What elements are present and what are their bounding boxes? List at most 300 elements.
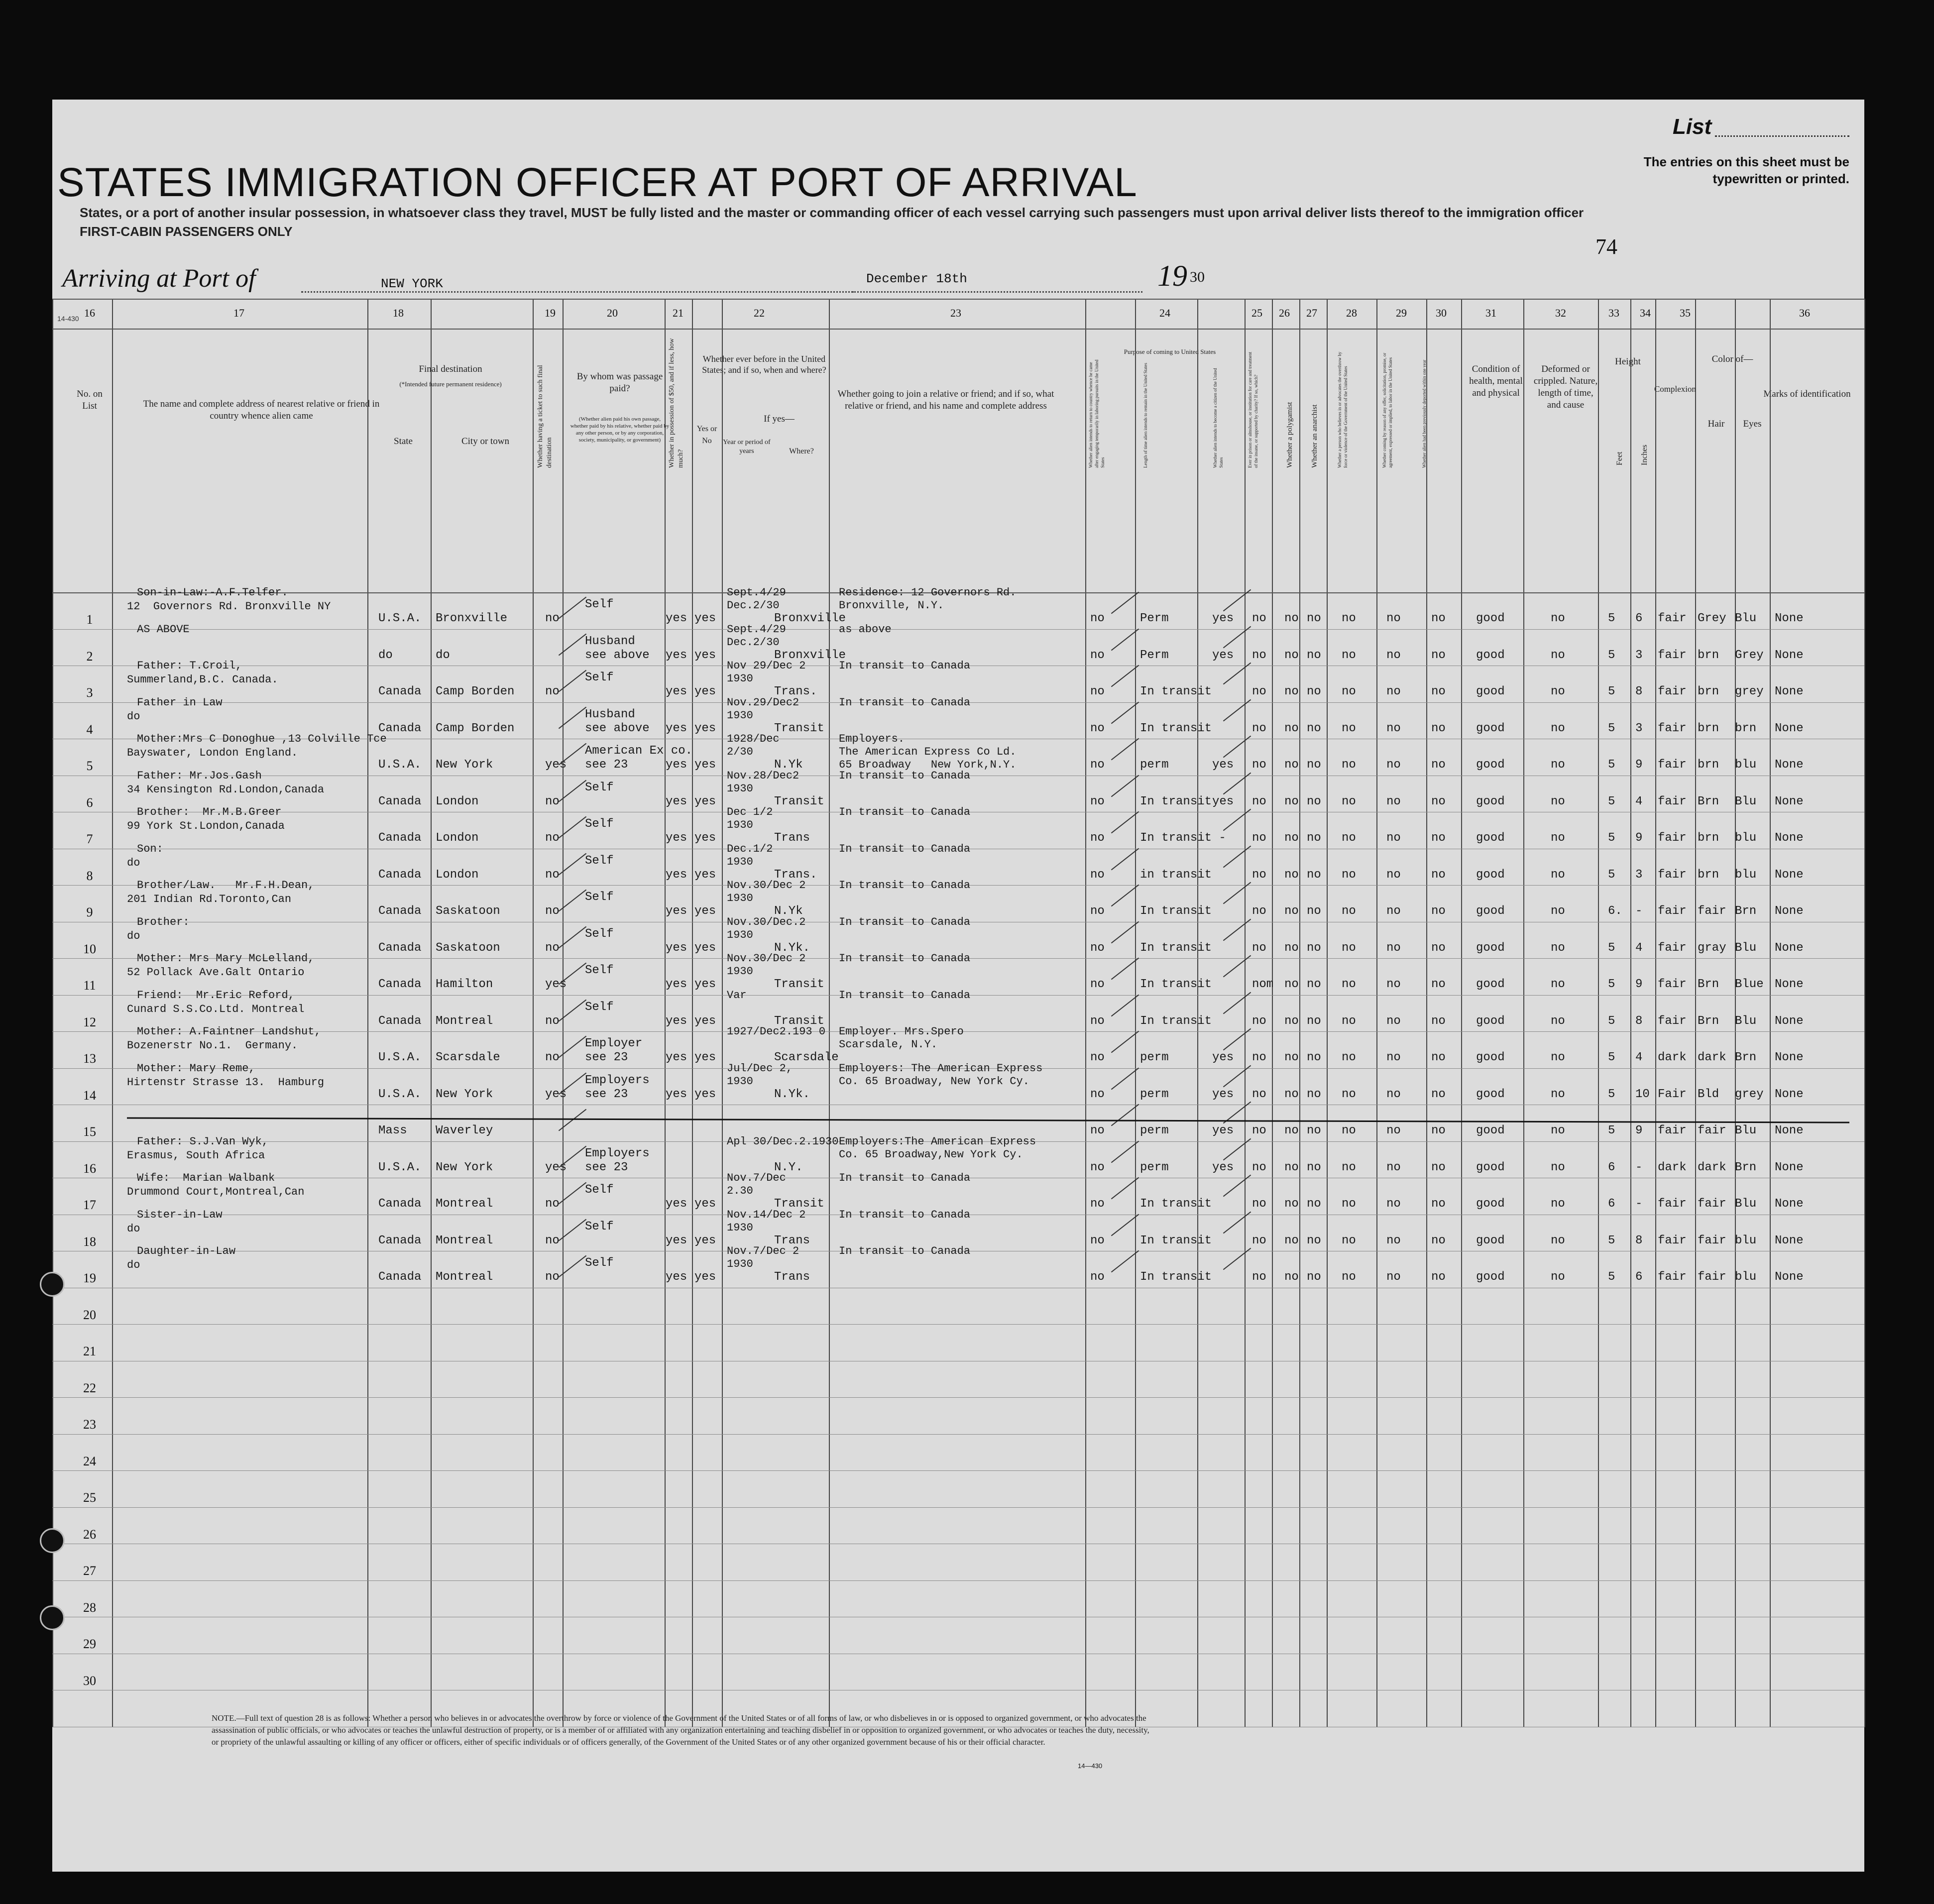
cell-q25: no <box>1252 1233 1266 1247</box>
header-inches: Inches <box>1640 445 1649 465</box>
row-number: 11 <box>83 978 96 993</box>
cell-year: Sept.4/29 Dec.2/30 <box>727 586 786 612</box>
manifest-sheet <box>52 100 1864 1872</box>
cell-q27: no <box>1307 1197 1321 1211</box>
cell-hair: Brn <box>1698 1014 1719 1028</box>
cell-marks: None <box>1775 648 1804 662</box>
cell-q29: no <box>1386 1124 1401 1137</box>
cell-deformed: no <box>1551 758 1565 772</box>
cell-marks: None <box>1775 612 1804 625</box>
cell-ticket: no <box>545 941 560 955</box>
column-number: 32 <box>1555 307 1566 319</box>
cell-before: yes <box>694 1014 716 1028</box>
cell-q29: no <box>1386 978 1401 991</box>
cell-q25: no <box>1252 648 1266 662</box>
column-rule <box>52 299 53 1727</box>
row-number: 22 <box>83 1380 96 1395</box>
header-eyes: Eyes <box>1743 419 1762 429</box>
cell-p1: no <box>1090 758 1105 772</box>
list-number-line <box>1715 135 1849 137</box>
cell-paid: American Ex co. <box>585 744 693 758</box>
cell-q28: no <box>1342 758 1356 772</box>
footer-form-code: 14—430 <box>1078 1762 1103 1770</box>
header-city: City or town <box>461 436 510 447</box>
cell-year: Jul/Dec 2, 1930 <box>727 1062 793 1088</box>
cell-where: Trans. <box>774 868 817 882</box>
cell-paid: Self <box>585 927 614 941</box>
column-number: 27 <box>1306 307 1317 319</box>
cell-health: good <box>1476 1197 1505 1211</box>
cell-paid: Self <box>585 1000 614 1014</box>
column-rule <box>563 299 564 1727</box>
cell-where: Trans <box>774 831 810 845</box>
cell-join: In transit to Canada <box>839 952 971 965</box>
cell-before: yes <box>694 612 716 625</box>
cell-p2: In transit <box>1140 1197 1212 1211</box>
row-rule <box>52 1507 1864 1508</box>
cell-before: yes <box>694 758 716 772</box>
cell-q29: no <box>1386 831 1401 845</box>
cell-q28: no <box>1342 1124 1356 1137</box>
cell-p2: In transit <box>1140 941 1212 955</box>
cell-q29: no <box>1386 721 1401 735</box>
cell-inches: 10 <box>1635 1087 1650 1101</box>
cell-complexion: fair <box>1658 1124 1687 1137</box>
cell-inches: 6 <box>1635 1270 1643 1284</box>
cell-eyes: blu <box>1735 1233 1757 1247</box>
cell-city: Camp Borden <box>436 685 515 698</box>
cell-where: N.Yk. <box>774 1087 810 1101</box>
cell-eyes: blu <box>1735 831 1757 845</box>
cell-q27: no <box>1307 721 1321 735</box>
cell-q29: no <box>1386 794 1401 808</box>
cell-q27: no <box>1307 612 1321 625</box>
cell-hair: Grey <box>1698 612 1726 625</box>
column-rule <box>1299 299 1300 1727</box>
cell-join: Employers: The American Express Co. 65 Broadway, New York Cy. <box>839 1062 1043 1088</box>
cell-deformed: no <box>1551 1124 1565 1137</box>
cell-marks: None <box>1775 721 1804 735</box>
cell-where: Transit <box>774 1197 824 1211</box>
cell-ticket: no <box>545 1233 560 1247</box>
cell-p2: In transit - <box>1140 831 1226 845</box>
cell-q25: no <box>1252 1087 1266 1101</box>
cell-eyes: Brn <box>1735 1051 1757 1064</box>
cell-marks: None <box>1775 1270 1804 1284</box>
cell-q29: no <box>1386 1197 1401 1211</box>
cell-before: yes <box>694 1270 716 1284</box>
column-rule <box>112 299 113 1727</box>
column-rule <box>1197 299 1198 1727</box>
cell-state: Mass <box>378 1124 407 1137</box>
cell-q29: no <box>1386 1233 1401 1247</box>
cell-paid: Self <box>585 671 614 684</box>
cell-q29: no <box>1386 648 1401 662</box>
cell-q27: no <box>1307 941 1321 955</box>
cell-state: Canada <box>378 721 422 735</box>
header-join-relative: Whether going to join a relative or friend; and if so, what relative or friend, and his name and complete address <box>837 389 1054 411</box>
cell-money: yes <box>666 1051 687 1064</box>
cell-q29: no <box>1386 1014 1401 1028</box>
cell-health: good <box>1476 685 1505 698</box>
cell-marks: None <box>1775 1051 1804 1064</box>
cell-year: Dec 1/2 1930 <box>727 806 773 831</box>
cell-complexion: fair <box>1658 758 1687 772</box>
header-anarchist: Whether an anarchist <box>1311 404 1319 468</box>
cell-q26: no <box>1284 868 1299 882</box>
cell-eyes: Blu <box>1735 794 1757 808</box>
cell-city: Montreal <box>436 1233 493 1247</box>
cell-rel2: do <box>127 929 140 942</box>
cell-hair: gray <box>1698 941 1726 955</box>
row-number: 27 <box>83 1564 96 1578</box>
cell-paid2: see 23 <box>585 758 628 772</box>
cell-before: yes <box>694 1233 716 1247</box>
cell-before: yes <box>694 831 716 845</box>
cell-q27: no <box>1307 1124 1321 1137</box>
cell-year: Nov.29/Dec2 1930 <box>727 696 799 722</box>
cell-p2: In transit <box>1140 721 1212 735</box>
row-number: 6 <box>86 795 93 810</box>
cell-money: yes <box>666 1197 687 1211</box>
cell-eyes: grey <box>1735 1087 1764 1101</box>
cell-p2: In transit <box>1140 1014 1212 1028</box>
cell-feet: 5 <box>1608 978 1615 991</box>
cell-before: yes <box>694 978 716 991</box>
cell-rel2: do <box>127 856 140 869</box>
row-number: 17 <box>83 1198 96 1212</box>
cell-state: Canada <box>378 978 422 991</box>
cell-marks: None <box>1775 685 1804 698</box>
cell-city: Saskatoon <box>436 904 500 918</box>
cell-q30: no <box>1431 978 1446 991</box>
cell-paid2: see 23 <box>585 1087 628 1101</box>
cell-q30: no <box>1431 1160 1446 1174</box>
cell-rel1: Mother: Mrs Mary McLelland, <box>137 952 315 965</box>
cell-before: yes <box>694 648 716 662</box>
cell-paid: Husband <box>585 707 635 721</box>
row-rule <box>52 1580 1864 1581</box>
passenger-class: FIRST-CABIN PASSENGERS ONLY <box>80 224 293 239</box>
cell-eyes: grey <box>1735 685 1764 698</box>
cell-year: Dec.1/2 1930 <box>727 842 773 868</box>
cell-complexion: fair <box>1658 1270 1687 1284</box>
cell-complexion: fair <box>1658 868 1687 882</box>
cell-rel2: Hirtenstr Strasse 13. Hamburg <box>127 1076 325 1089</box>
cell-q28: no <box>1342 1270 1356 1284</box>
cell-health: good <box>1476 1124 1505 1137</box>
cell-inches: - <box>1635 1197 1643 1211</box>
cell-money: yes <box>666 1270 687 1284</box>
cell-q29: no <box>1386 941 1401 955</box>
cell-year: Var <box>727 989 747 1002</box>
cell-where: Bronxville <box>774 648 846 662</box>
binder-hole <box>40 1605 65 1630</box>
cell-q27: no <box>1307 1051 1321 1064</box>
cell-feet: 5 <box>1608 758 1615 772</box>
cell-rel1: Father: T.Croil, <box>137 660 242 672</box>
cell-health: good <box>1476 868 1505 882</box>
cell-q28: no <box>1342 978 1356 991</box>
cell-q25: no <box>1252 1197 1266 1211</box>
cell-state: Canada <box>378 685 422 698</box>
cell-q26: no <box>1284 612 1299 625</box>
cell-q27: no <box>1307 685 1321 698</box>
cell-health: good <box>1476 648 1505 662</box>
cell-where: N.Yk. <box>774 941 810 955</box>
cell-money: yes <box>666 1014 687 1028</box>
cell-paid2: see 23 <box>585 1160 628 1174</box>
cell-feet: 5 <box>1608 1270 1615 1284</box>
cell-p1: no <box>1090 1124 1105 1137</box>
instruction-text: States, or a port of another insular possession, in whatsoever class they travel, MUST be fully listed and the master or commanding officer of each vessel carrying such passengers must upon arrival deliver lists thereof to the immigration officer <box>80 205 1584 220</box>
cell-rel2: Drummond Court,Montreal,Can <box>127 1186 305 1198</box>
header-where: Where? <box>789 447 814 455</box>
column-rule <box>367 299 368 1727</box>
cell-p1: no <box>1090 1233 1105 1247</box>
cell-marks: None <box>1775 831 1804 845</box>
cell-p2: In transit <box>1140 685 1212 698</box>
row-rule <box>52 1397 1864 1398</box>
cell-before: yes <box>694 904 716 918</box>
cell-eyes: Brn <box>1735 1160 1757 1174</box>
cell-deformed: no <box>1551 1051 1565 1064</box>
cell-money: yes <box>666 685 687 698</box>
cell-paid: Self <box>585 1256 614 1270</box>
row-strike-line <box>127 1117 1849 1123</box>
cell-q29: no <box>1386 685 1401 698</box>
cell-state: do <box>378 648 393 662</box>
cell-feet: 6 <box>1608 1197 1615 1211</box>
cell-where: Trans <box>774 1233 810 1247</box>
cell-complexion: fair <box>1658 612 1687 625</box>
cell-ticket: yes <box>545 1087 567 1101</box>
column-rule <box>1376 299 1377 1727</box>
list-label: List <box>1673 114 1712 139</box>
cell-before: yes <box>694 1087 716 1101</box>
cell-p1: no <box>1090 1087 1105 1101</box>
column-number: 19 <box>545 307 556 319</box>
cell-p2: perm <box>1140 758 1169 772</box>
cell-eyes: blu <box>1735 758 1757 772</box>
cell-rel2: 52 Pollack Ave.Galt Ontario <box>127 966 305 979</box>
cell-q25: no <box>1252 1014 1266 1028</box>
cell-inches: 9 <box>1635 831 1643 845</box>
cell-inches: 8 <box>1635 1014 1643 1028</box>
cell-state: Canada <box>378 904 422 918</box>
cell-hair: Bld <box>1698 1087 1719 1101</box>
header-q30: Whether alien had been previously deported within one year <box>1422 359 1427 468</box>
cell-rel2: Cunard S.S.Co.Ltd. Montreal <box>127 1003 305 1015</box>
cell-city: London <box>436 868 479 882</box>
cell-q27: no <box>1307 1160 1321 1174</box>
cell-paid: Self <box>585 817 614 831</box>
row-number: 24 <box>83 1454 96 1468</box>
header-deformed: Deformed or crippled. Nature, length of time, and cause <box>1533 364 1598 410</box>
column-number: 28 <box>1346 307 1357 319</box>
cell-p1: no <box>1090 1270 1105 1284</box>
header-ever-before: Whether ever before in the United States; and if so, when and where? <box>702 354 826 375</box>
cell-q30: no <box>1431 758 1446 772</box>
cell-feet: 6 <box>1608 1160 1615 1174</box>
cell-join: In transit to Canada <box>839 1172 971 1184</box>
cell-year: Nov.14/Dec 2 1930 <box>727 1208 806 1234</box>
cell-q26: no <box>1284 685 1299 698</box>
cell-paid: Self <box>585 854 614 868</box>
cell-q30: no <box>1431 1197 1446 1211</box>
cell-eyes: Blu <box>1735 1124 1757 1137</box>
cell-ticket: yes <box>545 978 567 991</box>
cell-q25: no <box>1252 904 1266 918</box>
cell-p2: Perm <box>1140 648 1169 662</box>
cell-paid2: see above <box>585 721 650 735</box>
cell-p1: no <box>1090 1051 1105 1064</box>
cell-complexion: fair <box>1658 1014 1687 1028</box>
column-rule <box>1864 299 1865 1727</box>
column-number: 18 <box>393 307 404 319</box>
cell-city: Montreal <box>436 1014 493 1028</box>
column-number: 35 <box>1680 307 1691 319</box>
cell-q28: no <box>1342 1087 1356 1101</box>
cell-feet: 5 <box>1608 612 1615 625</box>
row-number: 26 <box>83 1527 96 1542</box>
cell-eyes: Blu <box>1735 1197 1757 1211</box>
column-rule <box>722 299 723 1727</box>
cell-paid: Employer <box>585 1037 643 1050</box>
cell-year: Nov.30/Dec 2 1930 <box>727 879 806 904</box>
cell-rel1: Son: <box>137 842 163 855</box>
cell-marks: None <box>1775 868 1804 882</box>
cell-p2: in transit <box>1140 868 1212 882</box>
cell-q30: no <box>1431 1014 1446 1028</box>
cell-q25: no <box>1252 1270 1266 1284</box>
cell-health: good <box>1476 1051 1505 1064</box>
column-number: 17 <box>233 307 244 319</box>
column-rule <box>533 299 534 1727</box>
cell-q26: no <box>1284 1197 1299 1211</box>
cell-q28: no <box>1342 831 1356 845</box>
column-rule <box>1655 299 1656 1727</box>
cell-state: U.S.A. <box>378 1087 422 1101</box>
cell-rel1: Wife: Marian Walbank <box>137 1172 275 1184</box>
header-yes-no: Yes or No <box>696 425 717 445</box>
column-number: 21 <box>673 307 683 319</box>
cell-complexion: fair <box>1658 978 1687 991</box>
column-rule <box>1245 299 1246 1727</box>
cell-q26: no <box>1284 1014 1299 1028</box>
header-color-of: Color of— <box>1711 354 1753 364</box>
cell-hair: brn <box>1698 685 1719 698</box>
cell-rel1: Mother:Mrs C Donoghue ,13 Colville Tce <box>137 733 387 745</box>
footnote: NOTE.—Full text of question 28 is as follows: Whether a person who believes in or advocates the overthrow by force or violence of the Government of the United States or of all forms of law, or who disbelieves in or is opposed to organized government, or who advocates the assassination of public officials, or who advocates or teaches the unlawful destruction of property, or is a member of or affiliated with any organization entertaining and teaching disbelief in or opposition to organized government, or who advocates or teaches the duty, necessity, or propriety of the unlawful assaulting or killing of any officer or officers, either of specific individuals or of officers generally, of the Government of the United States or of any other organized government because of his or their official character. <box>212 1713 1149 1747</box>
cell-complexion: fair <box>1658 904 1687 918</box>
cell-q26: no <box>1284 1051 1299 1064</box>
cell-year: Sept.4/29 Dec.2/30 <box>727 623 786 649</box>
header-purpose: Purpose of coming to United States <box>1124 348 1216 355</box>
cell-inches: 3 <box>1635 868 1643 882</box>
cell-p1: no <box>1090 612 1105 625</box>
cell-q30: no <box>1431 1124 1446 1137</box>
cell-q26: no <box>1284 941 1299 955</box>
cell-q28: no <box>1342 685 1356 698</box>
cell-inches: 3 <box>1635 648 1643 662</box>
cell-p1: no <box>1090 648 1105 662</box>
cell-q27: no <box>1307 1014 1321 1028</box>
header-year-period: Year or period of years <box>723 439 771 455</box>
cell-rel1: Father in Law <box>137 696 223 709</box>
cell-complexion: fair <box>1658 1197 1687 1211</box>
cell-q25: no <box>1252 1051 1266 1064</box>
cell-join: In transit to Canada <box>839 915 971 928</box>
cell-deformed: no <box>1551 794 1565 808</box>
year-suffix: 30 <box>1190 269 1205 285</box>
cell-money: yes <box>666 904 687 918</box>
header-final-destination: Final destination <box>419 364 482 374</box>
cell-state: Canada <box>378 1270 422 1284</box>
cell-q26: no <box>1284 1087 1299 1101</box>
cell-state: Canada <box>378 868 422 882</box>
cell-marks: None <box>1775 794 1804 808</box>
cell-eyes: Blu <box>1735 612 1757 625</box>
cell-state: Canada <box>378 831 422 845</box>
cell-where: Transit <box>774 978 824 991</box>
row-number: 4 <box>86 722 93 737</box>
cell-q29: no <box>1386 758 1401 772</box>
cell-p3: yes <box>1212 794 1234 808</box>
cell-city: Camp Borden <box>436 721 515 735</box>
cell-before: yes <box>694 868 716 882</box>
cell-feet: 5 <box>1608 831 1615 845</box>
cell-health: good <box>1476 831 1505 845</box>
header-complexion: Complexion <box>1654 384 1697 394</box>
row-rule <box>52 629 1864 630</box>
cell-p2: In transit <box>1140 794 1212 808</box>
cell-q30: no <box>1431 721 1446 735</box>
cell-q30: no <box>1431 612 1446 625</box>
cell-hair: brn <box>1698 868 1719 882</box>
column-rule <box>1523 299 1524 1727</box>
cell-rel1: Son-in-Law:-A.F.Telfer. <box>137 586 288 599</box>
cell-ticket: no <box>545 794 560 808</box>
cell-city: Hamilton <box>436 978 493 991</box>
cell-ticket: no <box>545 1051 560 1064</box>
cell-marks: None <box>1775 1087 1804 1101</box>
row-rule <box>52 1324 1864 1325</box>
cell-rel2: Bozenerstr No.1. Germany. <box>127 1039 298 1052</box>
cell-rel1: Mother: A.Faintner Landshut, <box>137 1025 321 1038</box>
cell-where: Trans <box>774 1270 810 1284</box>
row-number: 29 <box>83 1637 96 1651</box>
cell-marks: None <box>1775 1014 1804 1028</box>
cell-city: Saskatoon <box>436 941 500 955</box>
cell-marks: None <box>1775 1233 1804 1247</box>
cell-q25: no <box>1252 1160 1266 1174</box>
cell-paid: Employers <box>585 1146 650 1160</box>
header-q28: Whether a person who believes in or advocates the overthrow by force or violence of the Government of the United States <box>1337 351 1348 468</box>
cell-q29: no <box>1386 868 1401 882</box>
cell-marks: None <box>1775 758 1804 772</box>
cell-inches: 9 <box>1635 758 1643 772</box>
cell-join: In transit to Canada <box>839 989 971 1002</box>
cell-q25: no <box>1252 721 1266 735</box>
cell-q26: no <box>1284 904 1299 918</box>
cell-hair: brn <box>1698 758 1719 772</box>
cell-q28: no <box>1342 794 1356 808</box>
cell-city: do <box>436 648 450 662</box>
cell-q30: no <box>1431 1051 1446 1064</box>
cell-deformed: no <box>1551 685 1565 698</box>
cell-q26: no <box>1284 1233 1299 1247</box>
